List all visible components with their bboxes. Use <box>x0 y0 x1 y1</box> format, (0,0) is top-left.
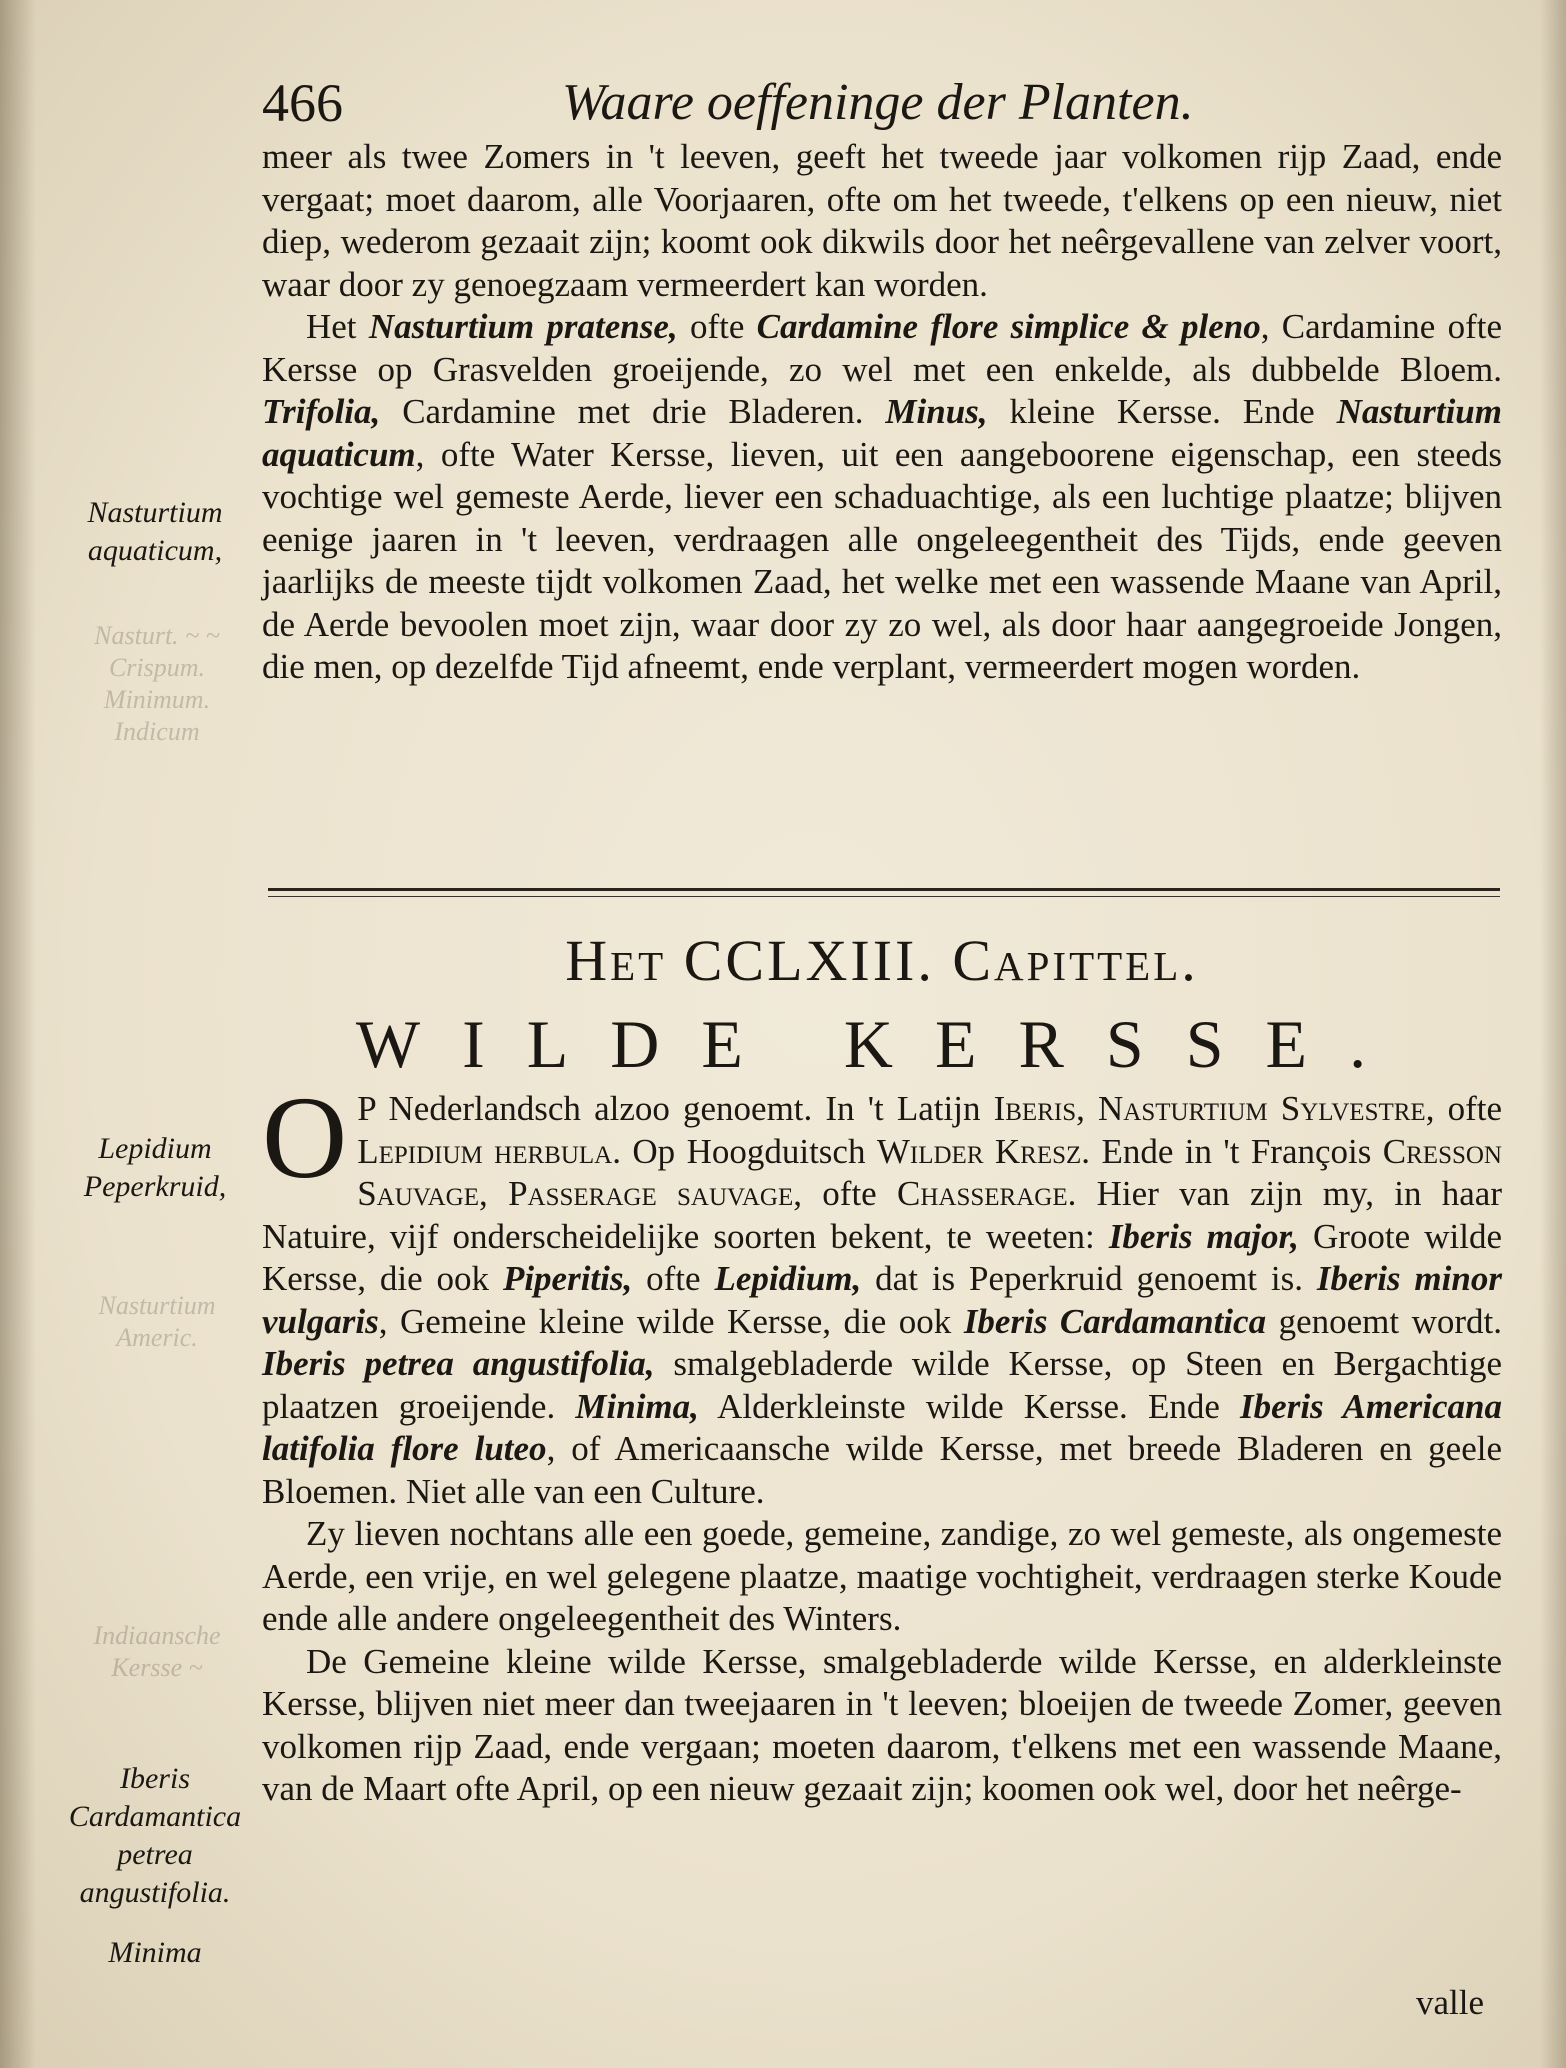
margin-note-lepidium: Lepidium Peperkruid, <box>83 1132 227 1203</box>
name-smallcaps: Cresson Sauvage <box>357 1131 1502 1213</box>
text-run: , ofte <box>793 1174 898 1213</box>
show-through-text: Nasturtium Americ. <box>98 1291 216 1352</box>
text-run: , Gemeine kleine wilde Kersse, die ook <box>378 1301 964 1341</box>
text-run: ofte <box>632 1259 715 1298</box>
name-smallcaps: Lepidium herbula <box>357 1131 613 1171</box>
text-run: Groote wilde Kersse, die ook <box>262 1216 1502 1298</box>
latin-term: Iberis minor vulgaris <box>262 1259 1502 1341</box>
section-rule <box>268 888 1500 891</box>
text-run: , <box>479 1174 509 1213</box>
text-run: Alderkleinste wilde Kersse. Ende <box>698 1386 1241 1426</box>
text-run: , <box>1076 1089 1098 1128</box>
text-run: P Nederlandsch alzoo genoemt. In 't Latijn <box>357 1089 994 1128</box>
text-run: smalgebladerde wilde Kersse, op Steen en Bergachtige plaatzen groeijende. <box>262 1344 1503 1426</box>
catchword: valle <box>1415 1983 1484 2022</box>
text-run: . Hier van zijn my, in haar Natuire, vijf onderscheidelijke soorten bekent, te weeten: <box>262 1174 1502 1256</box>
latin-term: Minus, <box>885 392 988 431</box>
text-run: . Op Hoogduitsch <box>612 1131 877 1171</box>
name-smallcaps: Passerage sauvage <box>508 1174 794 1213</box>
paragraph-cardamine <box>262 306 1502 689</box>
text-block-chapter <box>262 1072 1503 1811</box>
name-smallcaps: Wilder Kresz <box>876 1131 1082 1171</box>
text-run: ofte <box>677 307 757 346</box>
latin-term: Nasturtium aquaticum <box>262 392 1502 474</box>
paragraph-culture: De Gemeine kleine wilde Kersse, smalgebladerde wilde Kersse, en alderkleinste Kersse, blijven niet meer dan tweejaaren in 't leeven; bloeijen de tweede Zomer, geeven volkomen rijp Zaad, ende vergaan; moeten daarom, t'elkens met een wassende Maane, van de Maart ofte April, op een nieuw gezaait zijn; koomen ook wel, door het neêrge- <box>262 1641 1502 1808</box>
text-run: dat is Peperkruid genoemt is. <box>861 1259 1317 1298</box>
margin-note-nasturtium: Nasturtium aquaticum, <box>87 496 223 567</box>
latin-term: Cardamine flore simplice & pleno <box>756 307 1261 346</box>
text-run: Het <box>306 307 369 346</box>
text-run: , of Americaansche wilde Kersse, met breede Bladeren en geele Bloemen. Niet alle van een Culture. <box>262 1429 1502 1511</box>
chapter-title: Het CCLXIII. Capittel. <box>565 928 1199 993</box>
latin-term: Iberis Americana latifolia flore luteo <box>262 1386 1502 1468</box>
text-run: genoemt wordt. <box>1266 1301 1502 1341</box>
margin-note-iberis: Iberis Cardamantica petrea angustifolia. <box>68 1762 242 1909</box>
drop-cap: O <box>262 1072 348 1203</box>
latin-term: Nasturtium pratense, <box>368 307 678 346</box>
latin-term: Piperitis, <box>502 1259 633 1298</box>
text-run: , ofte Water Kersse, lieven, uit een aangeboorene eigenschap, een steeds vochtige wel gemeste Aerde, liever een schaduachtige, als een luchtige plaatze; blijven eenige jaaren in 't leeven, verdraagen alle ongeleegentheit des Tijds, ende geeven jaarlijks de meeste tijdt volkomen Zaad, het welke met een wassende Maane van April, de Aerde bevoolen moet zijn, waar door zy zo wel, als door haar aangegroeide Jongen, die men, op dezelfde Tijd afneemt, ende verplant, vermeerdert mogen worden. <box>262 434 1502 686</box>
show-through-text: Indiaansche Kersse ~ <box>93 1621 221 1682</box>
latin-term: Iberis petrea angustifolia, <box>262 1344 655 1383</box>
show-through-text: Nasturt. ~ ~ Crispum. Minimum. Indicum <box>94 621 220 746</box>
latin-term: Lepidium, <box>714 1259 862 1298</box>
paragraph-soil: Zy lieven nochtans alle een goede, gemeine, zandige, zo wel gemeste, als ongemeste Aerde, een vrije, en wel gelegene plaatze, maatige vochtigheit, verdraagen sterke Koude ende alle andere ongeleegentheit des Winters. <box>262 1514 1502 1638</box>
text-block-top <box>262 136 1502 689</box>
latin-term: Iberis major, <box>1108 1216 1299 1256</box>
gutter-shadow <box>0 0 36 2068</box>
text-run: , ofte <box>1425 1089 1503 1128</box>
latin-term: Minima, <box>575 1386 699 1426</box>
name-smallcaps: Nasturtium Sylvestre <box>1098 1089 1426 1128</box>
text-run: . Ende in 't François <box>1081 1131 1383 1171</box>
text-run: kleine Kersse. Ende <box>987 392 1337 431</box>
paragraph-names <box>262 1072 1503 1513</box>
page-number: 466 <box>262 73 343 133</box>
section-rule-thin <box>268 896 1500 897</box>
name-smallcaps: Chasserage <box>897 1174 1068 1213</box>
paragraph-continuation: meer als twee Zomers in 't leeven, geeft het tweede jaar volkomen rijp Zaad, ende vergaat; moet daarom, alle Voorjaaren, ofte om het tweede, t'elkens op een nieuw, niet diep, wederom gezaait zijn; koomt ook dikwils door het neêrgevallene van zelver voort, waar door zy genoegzaam vermeerdert kan worden. <box>262 137 1502 304</box>
running-head: Waare oeffeninge der Planten. <box>562 74 1194 131</box>
page-header <box>262 68 1502 138</box>
chapter-subject: WILDE KERSSE. <box>355 1006 1409 1082</box>
latin-term: Iberis Cardamantica <box>963 1301 1267 1341</box>
page-edge-shadow <box>1540 0 1566 2068</box>
text-run: , Cardamine ofte Kersse op Grasvelden groeijende, zo wel met een enkelde, als dubbelde Bloem. <box>262 307 1502 389</box>
margin-note-minima: Minima <box>108 1936 202 1969</box>
name-smallcaps: Iberis <box>993 1089 1077 1128</box>
latin-term: Trifolia, <box>262 392 381 431</box>
text-run: Cardamine met drie Bladeren. <box>380 392 886 431</box>
